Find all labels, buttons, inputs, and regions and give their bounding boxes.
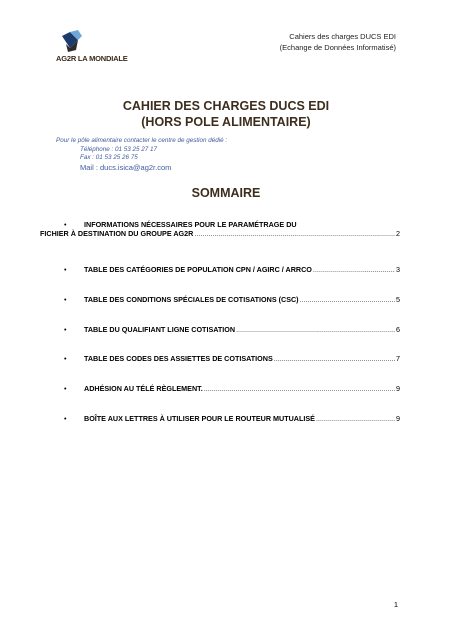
toc-leader-dots bbox=[300, 295, 395, 304]
header-title-line2: (Echange de Données Informatisé) bbox=[279, 43, 396, 52]
toc-entry-2[interactable] bbox=[64, 265, 400, 274]
header-title-line1: Cahiers des charges DUCS EDI bbox=[289, 32, 396, 41]
toc-entry-label-line1: INFORMATIONS NÉCESSAIRES POUR LE PARAMÉTRAGE DU bbox=[84, 220, 297, 229]
bullet-icon: • bbox=[64, 384, 67, 393]
document-header bbox=[196, 31, 396, 53]
toc-entry-7[interactable] bbox=[64, 414, 400, 423]
title-line1: CAHIER DES CHARGES DUCS EDI bbox=[122, 99, 330, 113]
toc-leader-dots bbox=[194, 229, 395, 238]
toc-entry-label: TABLE DES CONDITIONS SPÉCIALES DE COTISATIONS (CSC) bbox=[84, 295, 299, 304]
contact-phone: Téléphone : 01 53 25 27 17 bbox=[80, 145, 158, 153]
contact-intro: Pour le pôle alimentaire contacter le centre de gestion dédié : bbox=[56, 137, 228, 144]
bullet-icon: • bbox=[64, 354, 67, 363]
toc-entry-label: ADHÉSION AU TÉLÉ RÈGLEMENT. bbox=[84, 384, 203, 393]
toc-page-number: 6 bbox=[396, 325, 400, 334]
toc-entry-label: TABLE DU QUALIFIANT LIGNE COTISATION bbox=[84, 325, 236, 334]
bullet-icon: • bbox=[64, 295, 67, 304]
toc-leader-dots bbox=[236, 325, 395, 334]
bullet-icon: • bbox=[64, 220, 67, 229]
toc-page-number: 5 bbox=[396, 295, 400, 304]
toc-page-number: 7 bbox=[396, 354, 400, 363]
bullet-icon: • bbox=[64, 325, 67, 334]
contact-mail-link[interactable]: Mail : ducs.isica@ag2r.com bbox=[80, 162, 172, 172]
bullet-icon: • bbox=[64, 414, 67, 423]
page-title bbox=[0, 98, 452, 130]
toc-entry-5[interactable] bbox=[64, 354, 400, 363]
toc-page-number: 3 bbox=[396, 265, 400, 274]
toc-entry-6[interactable] bbox=[64, 384, 400, 393]
toc-leader-dots bbox=[274, 354, 395, 363]
brand-name: AG2R LA MONDIALE bbox=[56, 54, 128, 63]
toc-leader-dots bbox=[316, 414, 395, 423]
sommaire-heading: SOMMAIRE bbox=[191, 186, 261, 200]
toc-entry-label-line2: FICHIER À DESTINATION DU GROUPE AG2R bbox=[40, 229, 194, 238]
toc-page-number: 9 bbox=[396, 414, 400, 423]
page-number: 1 bbox=[393, 600, 398, 609]
toc-page-number: 2 bbox=[396, 229, 400, 238]
bullet-icon: • bbox=[64, 265, 67, 274]
toc-entry-label: TABLE DES CATÉGORIES DE POPULATION CPN / AGIRC / ARRCO bbox=[84, 265, 312, 274]
toc-entry-label: BOÎTE AUX LETTRES À UTILISER POUR LE ROUTEUR MUTUALISÉ bbox=[84, 414, 315, 423]
toc-entry-label: TABLE DES CODES DES ASSIETTES DE COTISATIONS bbox=[84, 354, 273, 363]
toc-page-number: 9 bbox=[396, 384, 400, 393]
contact-block bbox=[56, 137, 227, 173]
contact-fax: Fax : 01 53 25 26 75 bbox=[80, 154, 138, 161]
toc-entry-1[interactable] bbox=[40, 220, 400, 238]
toc-leader-dots bbox=[204, 384, 395, 393]
title-line2: (HORS POLE ALIMENTAIRE) bbox=[141, 115, 311, 129]
toc-entry-3[interactable] bbox=[64, 295, 400, 304]
toc-leader-dots bbox=[313, 265, 395, 274]
toc-entry-4[interactable] bbox=[64, 325, 400, 334]
